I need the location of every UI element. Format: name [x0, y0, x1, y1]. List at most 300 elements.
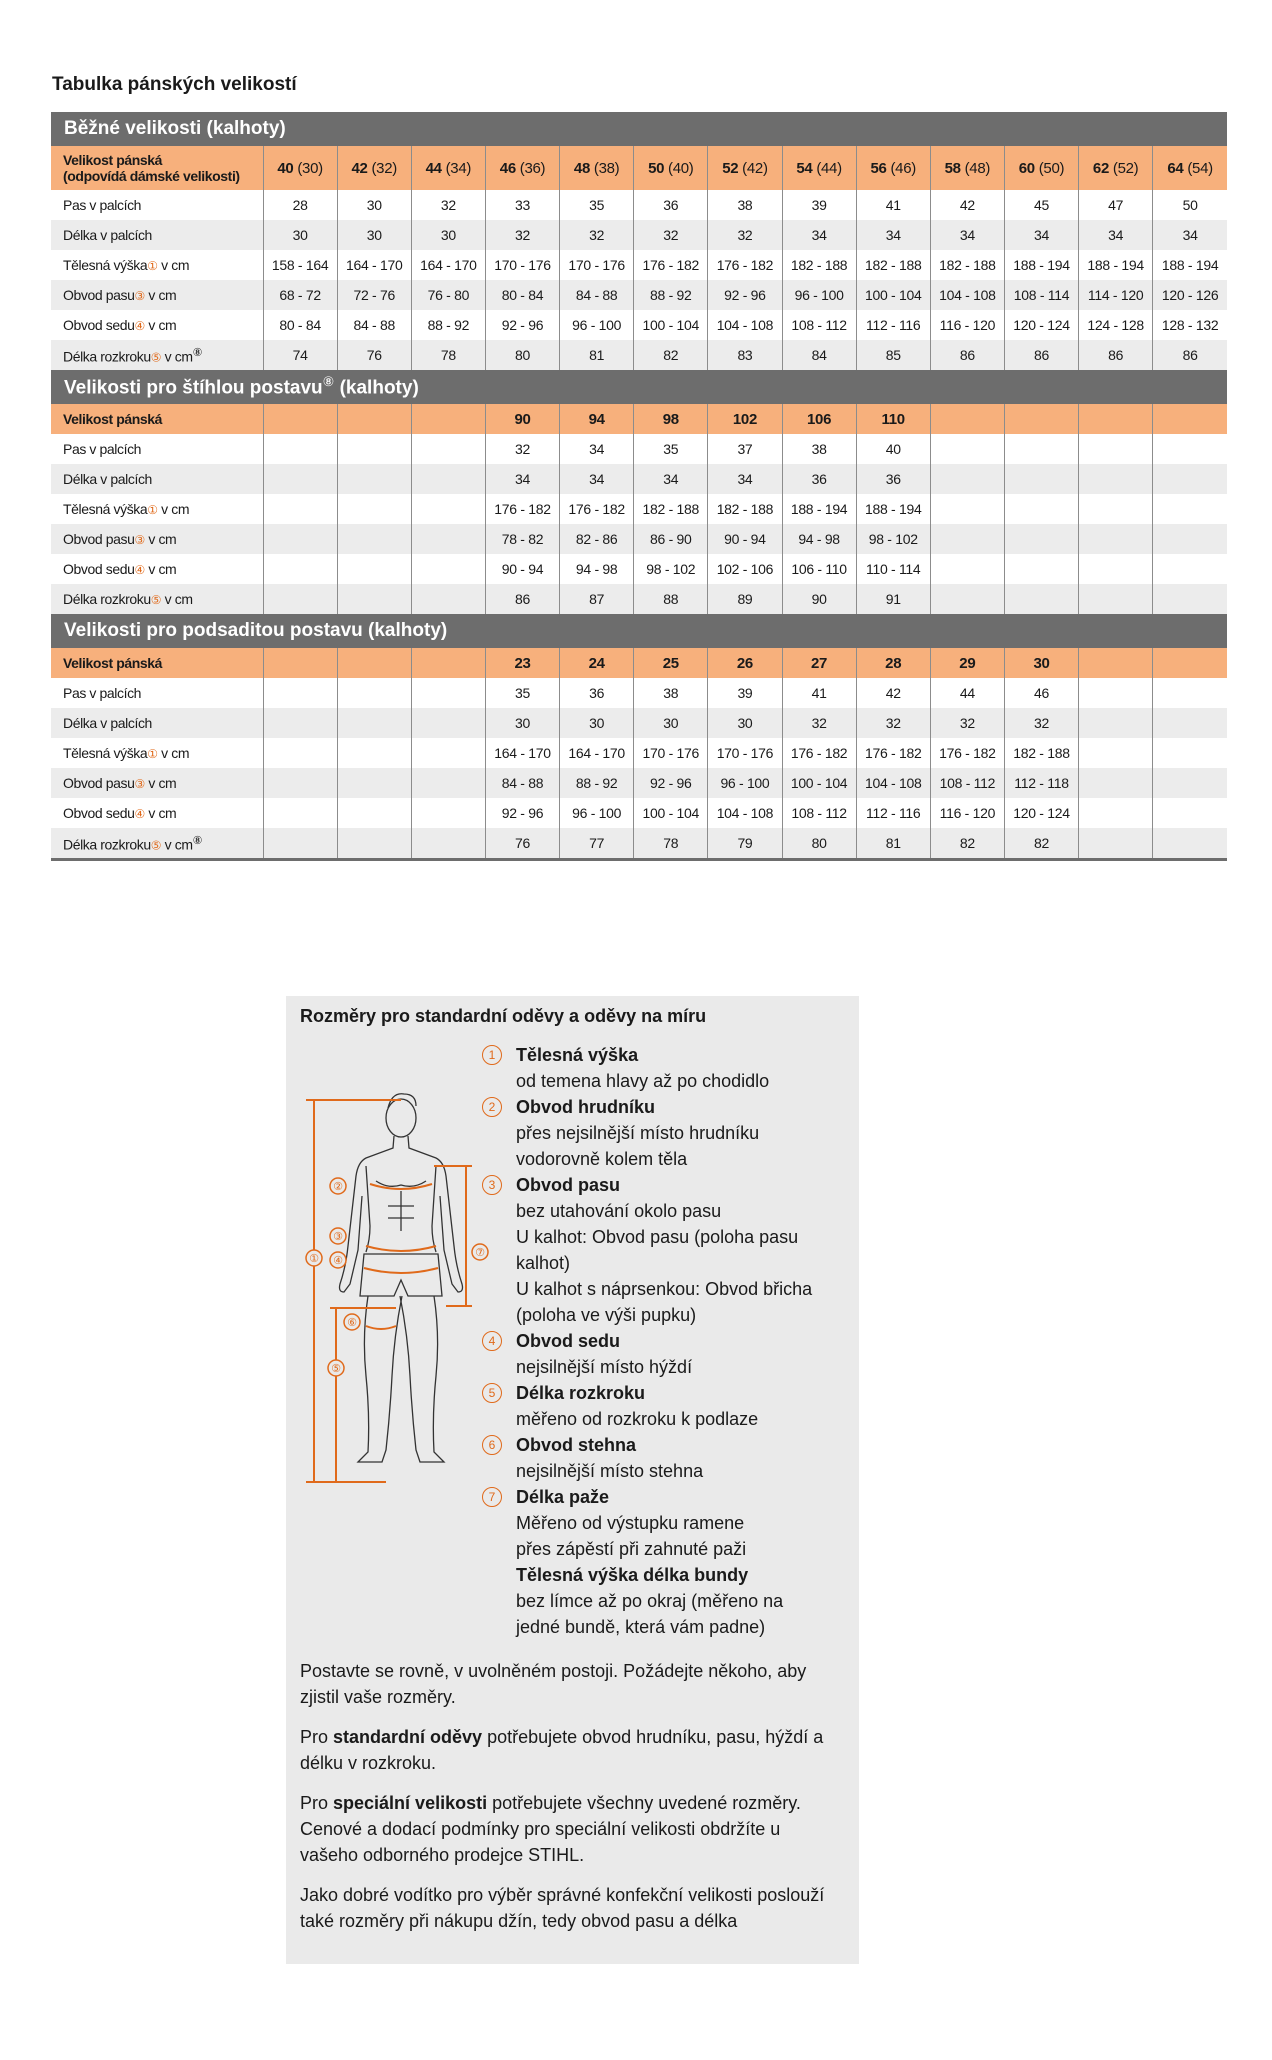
- emphasis-text: speciální velikosti: [333, 1793, 488, 1813]
- table-cell: 170 - 176: [708, 738, 782, 768]
- table-cell: [1079, 554, 1153, 584]
- table-cell: 74: [263, 340, 337, 370]
- table-cell: 81: [856, 828, 930, 860]
- table-cell: 96 - 100: [560, 310, 634, 340]
- table-cell: [337, 494, 411, 524]
- table-cell: 34: [485, 464, 559, 494]
- table-cell: [337, 524, 411, 554]
- row-label: [51, 310, 263, 340]
- footnote-marker: ⑧: [192, 834, 203, 847]
- table-cell: [337, 678, 411, 708]
- table-cell: [1004, 434, 1078, 464]
- figure-marker: ②: [333, 1180, 343, 1193]
- table-cell: 164 - 170: [560, 738, 634, 768]
- page-title: Tabulka pánských velikostí: [52, 74, 297, 95]
- table-cell: 72 - 76: [337, 280, 411, 310]
- table-cell: [411, 554, 485, 584]
- table-cell: [411, 738, 485, 768]
- table-cell: 96 - 100: [708, 768, 782, 798]
- table-row: [51, 708, 1227, 738]
- table-cell: 86: [1079, 340, 1153, 370]
- measurement-definition: [482, 1432, 852, 1484]
- definition-line: přes nejsilnější místo hrudníku: [516, 1123, 760, 1143]
- table-cell: 92 - 96: [485, 310, 559, 340]
- size-womens-equivalent: (50): [1038, 159, 1065, 177]
- size-value: 64: [1167, 159, 1184, 177]
- table-row: [51, 340, 1227, 370]
- instructions-text: [300, 1658, 840, 1948]
- emphasis-text: standardní oděvy: [333, 1727, 483, 1747]
- row-label-text: Délka v palcích: [63, 471, 152, 487]
- table-cell: 34: [634, 464, 708, 494]
- table-cell: [1153, 524, 1227, 554]
- definition-number: 1: [482, 1045, 502, 1065]
- table-cell: 92 - 96: [634, 768, 708, 798]
- size-womens-equivalent: (46): [890, 159, 916, 177]
- table-cell: [337, 554, 411, 584]
- table-cell: 80 - 84: [485, 280, 559, 310]
- table-row: [51, 768, 1227, 798]
- size-header-cell: [930, 404, 1004, 434]
- table-cell: [263, 738, 337, 768]
- table-cell: [1079, 738, 1153, 768]
- table-cell: 106 - 110: [782, 554, 856, 584]
- row-label-unit: v cm: [148, 317, 177, 333]
- size-header-cell: [1079, 648, 1153, 678]
- table-cell: 182 - 188: [856, 250, 930, 280]
- table-cell: 50: [1182, 197, 1198, 213]
- table-cell: 84 - 88: [560, 280, 634, 310]
- size-header-cell: [263, 404, 337, 434]
- table-cell: 176 - 182: [634, 250, 708, 280]
- table-cell: 36: [856, 464, 930, 494]
- footnote-marker: ①: [147, 747, 158, 761]
- table-cell: 90 - 94: [485, 554, 559, 584]
- table-row: [51, 190, 1227, 220]
- definition-title: Obvod stehna: [516, 1435, 637, 1455]
- table-cell: [930, 584, 1004, 614]
- table-cell: 120 - 126: [1153, 280, 1227, 310]
- size-header-cell: [1004, 146, 1078, 190]
- table-cell: 46: [1004, 678, 1078, 708]
- size-value: 62: [1092, 159, 1109, 177]
- table-cell: 47: [1079, 190, 1153, 220]
- size-header-cell: [485, 648, 559, 678]
- table-cell: [263, 798, 337, 828]
- table-row: [51, 494, 1227, 524]
- size-header-cell: [930, 146, 1004, 190]
- table-cell: 182 - 188: [782, 250, 856, 280]
- table-cell: 170 - 176: [485, 250, 559, 280]
- size-header-cell: [1079, 146, 1153, 190]
- table-cell: 80: [485, 340, 559, 370]
- table-cell: 108 - 112: [930, 768, 1004, 798]
- size-header-cell: [1153, 146, 1227, 190]
- table-cell: [411, 828, 485, 860]
- table-cell: [1079, 524, 1153, 554]
- footnote-marker: ⑧: [322, 374, 335, 390]
- size-value: 44: [425, 159, 442, 177]
- footnote-marker: ③: [134, 533, 145, 547]
- table-row: [51, 554, 1227, 584]
- measurement-definition: [482, 1172, 852, 1328]
- footnote-marker: ①: [147, 503, 158, 517]
- instruction-paragraph: [300, 1790, 840, 1868]
- table-cell: 81: [560, 340, 634, 370]
- table-cell: [1153, 494, 1227, 524]
- table-cell: 170 - 176: [634, 738, 708, 768]
- section-title-row: [51, 614, 1227, 648]
- row-label: [51, 434, 263, 464]
- table-cell: 34: [560, 434, 634, 464]
- table-cell: 86: [485, 584, 559, 614]
- table-cell: 124 - 128: [1079, 310, 1153, 340]
- size-header-label: [51, 146, 263, 190]
- table-cell: [1153, 768, 1227, 798]
- size-header-cell: [337, 146, 411, 190]
- table-cell: 104 - 108: [708, 798, 782, 828]
- table-cell: [411, 678, 485, 708]
- definition-line: U kalhot: Obvod pasu (poloha pasu: [516, 1227, 799, 1247]
- table-cell: [337, 434, 411, 464]
- table-cell: 32: [1004, 708, 1078, 738]
- table-cell: 100 - 104: [782, 768, 856, 798]
- table-cell: 120 - 124: [1004, 310, 1078, 340]
- table-cell: [1153, 464, 1227, 494]
- row-label-unit: v cm: [148, 561, 177, 577]
- row-label-unit: v cm: [161, 501, 190, 517]
- table-cell: 36: [560, 678, 634, 708]
- figure-marker: ⑤: [331, 1362, 341, 1375]
- size-value: 98: [662, 410, 679, 428]
- table-cell: 30: [485, 708, 559, 738]
- definition-line: Měřeno od výstupku ramene: [516, 1513, 745, 1533]
- size-header-cell: [560, 648, 634, 678]
- definition-title: Obvod pasu: [516, 1175, 621, 1195]
- table-cell: [411, 768, 485, 798]
- row-label: [51, 220, 263, 250]
- table-cell: [337, 768, 411, 798]
- row-label-text: Obvod pasu: [63, 775, 135, 791]
- table-cell: 32: [411, 190, 485, 220]
- table-cell: [411, 494, 485, 524]
- table-cell: [411, 434, 485, 464]
- table-cell: 32: [708, 220, 782, 250]
- table-cell: [411, 584, 485, 614]
- table-cell: [337, 584, 411, 614]
- size-header-cell: [782, 404, 856, 434]
- table-cell: 164 - 170: [337, 250, 411, 280]
- table-cell: 88 - 92: [560, 768, 634, 798]
- table-cell: 182 - 188: [634, 494, 708, 524]
- table-cell: 38: [708, 190, 782, 220]
- table-cell: 188 - 194: [1079, 250, 1153, 280]
- table-cell: [337, 464, 411, 494]
- definition-line: (poloha ve výši pupku): [516, 1305, 697, 1325]
- size-header-label-line1: Velikost pánská: [63, 152, 163, 168]
- footnote-marker: ④: [134, 807, 145, 821]
- table-cell: 34: [1153, 220, 1227, 250]
- table-cell: 98 - 102: [634, 554, 708, 584]
- table-cell: 91: [856, 584, 930, 614]
- table-cell: 34: [708, 464, 782, 494]
- size-header-cell: [560, 404, 634, 434]
- footnote-marker: ⑤: [150, 593, 162, 607]
- table-cell: 82 - 86: [560, 524, 634, 554]
- size-header-cell: [856, 404, 930, 434]
- table-cell: 68 - 72: [263, 280, 337, 310]
- measurement-definitions: [482, 1042, 852, 1640]
- measurement-definition: [482, 1042, 852, 1094]
- definition-number: 4: [482, 1331, 502, 1351]
- table-cell: 80 - 84: [263, 310, 337, 340]
- size-header-cell: [1079, 404, 1153, 434]
- table-cell: 44: [930, 678, 1004, 708]
- definition-number: 2: [482, 1097, 502, 1117]
- size-header-cell: [485, 404, 559, 434]
- size-value: 102: [732, 410, 757, 428]
- size-header-cell: [485, 146, 559, 190]
- measurement-guide-panel: [286, 996, 859, 1964]
- definition-line: od temena hlavy až po chodidlo: [516, 1071, 770, 1091]
- table-cell: 34: [1004, 220, 1078, 250]
- table-cell: 88: [634, 584, 708, 614]
- footnote-marker: ④: [134, 563, 145, 577]
- table-cell: [1004, 554, 1078, 584]
- size-womens-equivalent: (38): [593, 159, 620, 177]
- row-label: [51, 554, 263, 584]
- size-header-cell: [634, 146, 708, 190]
- panel-title: Rozměry pro standardní oděvy a oděvy na míru: [300, 1006, 707, 1026]
- table-cell: 158 - 164: [263, 250, 337, 280]
- table-cell: [930, 554, 1004, 584]
- table-cell: [263, 464, 337, 494]
- table-row: [51, 280, 1227, 310]
- table-cell: 98 - 102: [856, 524, 930, 554]
- definition-line: nejsilnější místo stehna: [516, 1461, 704, 1481]
- measurement-definition: [482, 1380, 852, 1432]
- size-womens-equivalent: (42): [742, 159, 768, 177]
- size-value: 52: [722, 159, 739, 177]
- table-cell: 108 - 112: [782, 310, 856, 340]
- row-label-text: Tělesná výška: [63, 501, 148, 517]
- table-cell: 78: [634, 828, 708, 860]
- figure-marker: ①: [309, 1252, 319, 1265]
- table-cell: [337, 738, 411, 768]
- table-cell: 120 - 124: [1004, 798, 1078, 828]
- definition-line: kalhot): [516, 1253, 571, 1273]
- table-cell: 41: [782, 678, 856, 708]
- row-label-text: Délka rozkroku: [63, 836, 151, 853]
- table-cell: 90: [782, 584, 856, 614]
- definition-line: nejsilnější místo hýždí: [516, 1357, 693, 1377]
- size-header-cell: [708, 404, 782, 434]
- table-cell: 35: [634, 434, 708, 464]
- size-header-cell: [411, 146, 485, 190]
- size-header-row: [51, 404, 1227, 434]
- table-cell: 94 - 98: [560, 554, 634, 584]
- table-cell: [1153, 828, 1227, 860]
- row-label-text: Pas v palcích: [63, 441, 142, 457]
- table-cell: [1153, 584, 1227, 614]
- table-cell: 108 - 112: [782, 798, 856, 828]
- table-cell: 34: [1079, 220, 1153, 250]
- size-header-cell: [856, 146, 930, 190]
- table-cell: 164 - 170: [485, 738, 559, 768]
- table-cell: 90 - 94: [708, 524, 782, 554]
- table-row: [51, 584, 1227, 614]
- row-label-text: Pas v palcích: [63, 685, 142, 701]
- table-cell: [263, 768, 337, 798]
- table-cell: [1153, 434, 1227, 464]
- table-cell: [1079, 768, 1153, 798]
- table-cell: 176 - 182: [782, 738, 856, 768]
- definition-title: Tělesná výška délka bundy: [516, 1565, 749, 1585]
- table-cell: [337, 708, 411, 738]
- row-label-unit: v cm: [164, 348, 193, 365]
- paragraph-text: Postavte se rovně, v uvolněném postoji. Požádejte někoho, aby zjistil vaše rozměry.: [300, 1661, 807, 1707]
- table-cell: [1004, 584, 1078, 614]
- size-header-row: [51, 146, 1227, 190]
- table-cell: 78 - 82: [485, 524, 559, 554]
- table-cell: [1153, 738, 1227, 768]
- table-cell: [263, 524, 337, 554]
- table-cell: [263, 494, 337, 524]
- size-value: 26: [736, 654, 753, 672]
- size-value: 24: [588, 654, 605, 672]
- table-cell: [1079, 828, 1153, 860]
- table-cell: 176 - 182: [708, 250, 782, 280]
- size-header-cell: [337, 648, 411, 678]
- table-cell: [411, 798, 485, 828]
- table-cell: 104 - 108: [708, 310, 782, 340]
- row-label: [51, 798, 263, 828]
- table-cell: 87: [560, 584, 634, 614]
- table-cell: 128 - 132: [1161, 317, 1219, 333]
- row-label-unit: v cm: [164, 836, 193, 853]
- size-womens-equivalent: (52): [1112, 159, 1139, 177]
- size-value: 94: [588, 410, 605, 428]
- table-row: [51, 828, 1227, 860]
- table-cell: 32: [782, 708, 856, 738]
- row-label-text: Obvod sedu: [63, 317, 135, 333]
- table-cell: [263, 554, 337, 584]
- figure-marker: ④: [333, 1254, 343, 1267]
- table-cell: [263, 828, 337, 860]
- section-title: [51, 614, 1227, 648]
- table-cell: 176 - 182: [930, 738, 1004, 768]
- table-cell: [930, 434, 1004, 464]
- table-cell: 112 - 118: [1004, 768, 1078, 798]
- table-cell: 34: [930, 220, 1004, 250]
- definition-line: přes zápěstí při zahnuté paži: [516, 1539, 747, 1559]
- table-cell: [1153, 554, 1227, 584]
- table-cell: 110 - 114: [856, 554, 930, 584]
- table-cell: [263, 434, 337, 464]
- definition-title: Délka paže: [516, 1487, 610, 1507]
- size-table: [51, 112, 1227, 861]
- size-header-cell: [782, 146, 856, 190]
- size-value: 90: [514, 410, 531, 428]
- size-header-cell: [708, 146, 782, 190]
- table-cell: 108 - 114: [1004, 280, 1078, 310]
- table-cell: 34: [782, 220, 856, 250]
- table-row: [51, 220, 1227, 250]
- size-value: 106: [807, 410, 832, 428]
- table-cell: [1079, 464, 1153, 494]
- section-title-row: [51, 370, 1227, 404]
- table-cell: 96 - 100: [782, 280, 856, 310]
- row-label: [51, 250, 263, 280]
- table-cell: 92 - 96: [485, 798, 559, 828]
- row-label-text: Obvod sedu: [63, 805, 135, 821]
- table-cell: 76: [337, 340, 411, 370]
- table-cell: 89: [708, 584, 782, 614]
- measurement-definition: [482, 1094, 852, 1172]
- row-label: [51, 340, 263, 370]
- footnote-marker: ⑧: [192, 346, 203, 359]
- table-cell: [1004, 524, 1078, 554]
- table-cell: 32: [634, 220, 708, 250]
- size-womens-equivalent: (48): [964, 159, 991, 177]
- table-cell: 86: [930, 340, 1004, 370]
- table-cell: 102 - 106: [708, 554, 782, 584]
- table-cell: 30: [708, 708, 782, 738]
- size-value: 28: [885, 654, 902, 672]
- size-value: 56: [870, 159, 887, 177]
- table-cell: 37: [708, 434, 782, 464]
- table-cell: 30: [411, 220, 485, 250]
- size-value: 27: [811, 654, 828, 672]
- size-value: 58: [944, 159, 961, 177]
- size-header-cell: [634, 648, 708, 678]
- table-cell: [1004, 494, 1078, 524]
- row-label-text: Obvod sedu: [63, 561, 135, 577]
- table-cell: 42: [856, 678, 930, 708]
- table-cell: 188 - 194: [856, 494, 930, 524]
- table-cell: [411, 464, 485, 494]
- footnote-marker: ①: [147, 259, 158, 273]
- table-cell: 104 - 108: [856, 768, 930, 798]
- table-cell: [337, 828, 411, 860]
- size-value: 50: [648, 159, 665, 177]
- table-cell: 41: [856, 190, 930, 220]
- row-label: [51, 828, 263, 860]
- definition-title: Obvod sedu: [516, 1331, 621, 1351]
- row-label: [51, 464, 263, 494]
- table-cell: [411, 524, 485, 554]
- size-value: 54: [796, 159, 813, 177]
- table-row: [51, 524, 1227, 554]
- table-cell: 30: [337, 190, 411, 220]
- table-cell: [263, 584, 337, 614]
- table-cell: 164 - 170: [411, 250, 485, 280]
- size-header-cell: [263, 146, 337, 190]
- table-cell: 39: [708, 678, 782, 708]
- table-cell: 83: [708, 340, 782, 370]
- table-cell: [1153, 798, 1227, 828]
- size-value: 23: [514, 654, 531, 672]
- measurement-definition: [482, 1562, 852, 1640]
- table-cell: [930, 494, 1004, 524]
- table-row: [51, 310, 1227, 340]
- table-cell: 30: [560, 708, 634, 738]
- size-header-cell: [1004, 404, 1078, 434]
- size-value: 42: [351, 159, 368, 177]
- size-header-label-line2: (odpovídá dámské velikosti): [63, 168, 240, 184]
- table-cell: [1153, 708, 1227, 738]
- paragraph-text: Pro: [300, 1793, 334, 1813]
